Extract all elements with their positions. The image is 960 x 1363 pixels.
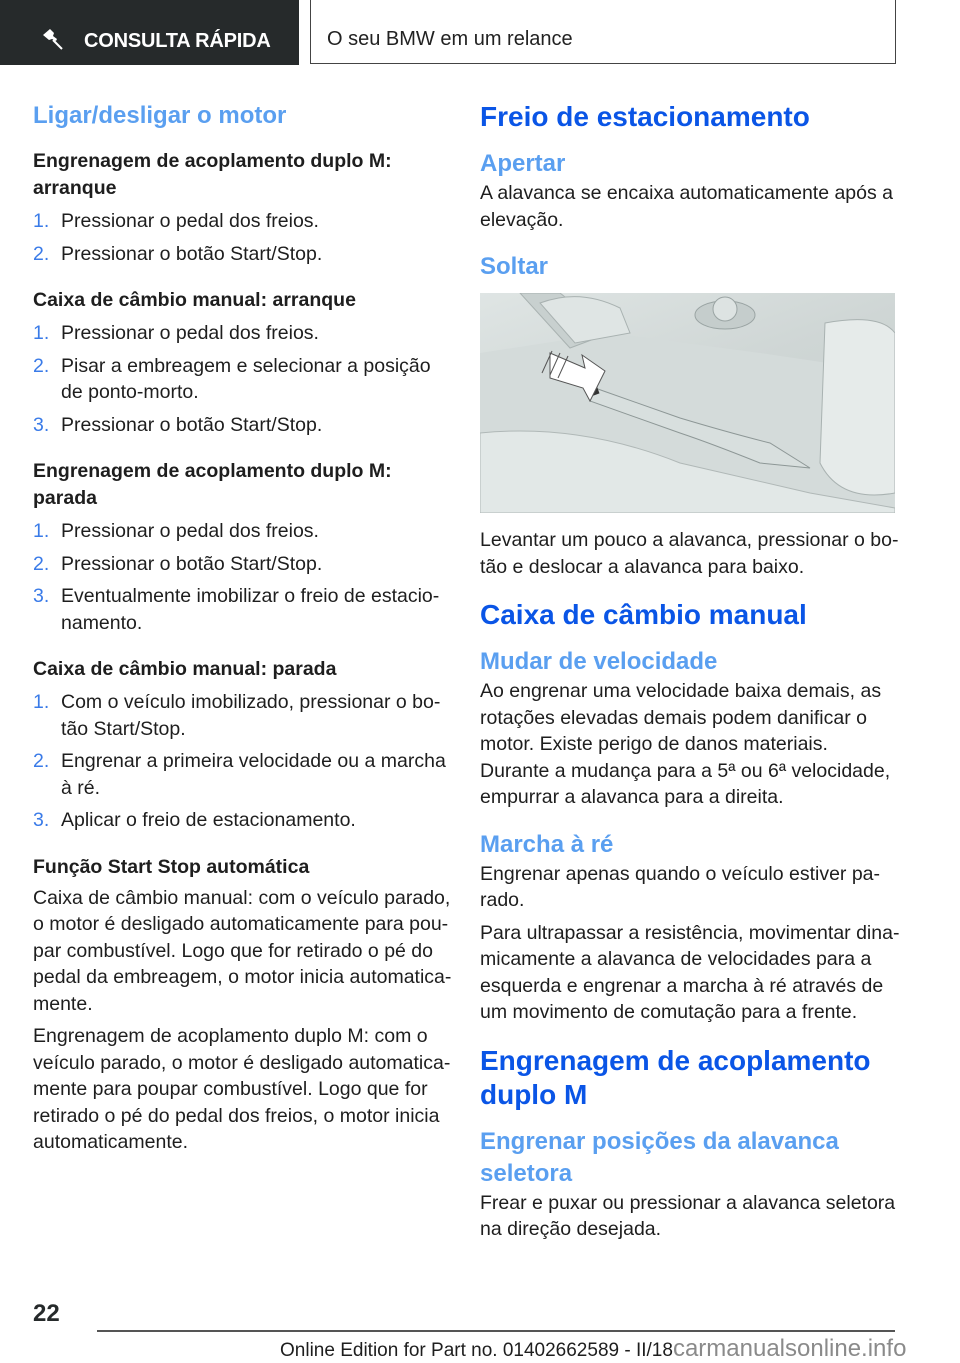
section-dct-stop bbox=[33, 458, 453, 636]
tab-section-title[interactable] bbox=[310, 0, 896, 64]
subheading: Função Start Stop automática bbox=[33, 855, 310, 878]
footer-edition bbox=[280, 1335, 906, 1363]
step-text: Pressionar o botão Start/Stop. bbox=[61, 242, 323, 265]
step-number: 2. bbox=[33, 242, 50, 265]
steps-list bbox=[33, 320, 453, 438]
steps-list bbox=[33, 689, 453, 834]
subheading: Caixa de câmbio manual: parada bbox=[33, 658, 337, 680]
pin-icon bbox=[40, 26, 66, 52]
paragraph: Frear e puxar ou pressionar a alavanca seletora na direção desejada. bbox=[480, 1191, 896, 1240]
step-number: 3. bbox=[33, 809, 50, 831]
subsection-reverse: Marcha à ré bbox=[480, 830, 614, 858]
list-item bbox=[33, 689, 453, 742]
section-dct-start bbox=[33, 148, 453, 267]
step-number: 2. bbox=[33, 552, 50, 575]
subsection-shift: Mudar de velocidade bbox=[480, 648, 718, 675]
paragraph: Engrenagem de acoplamento duplo M: com o veículo parado, o motor é desligado automaticamente para poupar combustível. Logo que for retirado o pé do pedal dos freios, o motor inicia automaticamente. bbox=[33, 1025, 451, 1153]
list-item bbox=[33, 353, 453, 406]
step-number: 3. bbox=[33, 413, 50, 436]
step-text: Pressionar o botão Start/Stop. bbox=[61, 413, 323, 436]
steps-list bbox=[33, 208, 453, 267]
step-number: 1. bbox=[33, 520, 50, 542]
section-title-dct: Engrenagem de acoplamento duplo M bbox=[480, 1044, 871, 1110]
paragraph: Para ultrapassar a resistência, movimentar dinamicamente a alavanca de velocidades para a esquerda e engrenar a marcha à ré através de um movimento de comutação para a frente. bbox=[480, 921, 900, 1023]
subsection-release: Soltar bbox=[480, 253, 549, 280]
step-number: 1. bbox=[33, 322, 50, 344]
paragraph: Caixa de câmbio manual: com o veículo parado, o motor é desligado automaticamente para poupar combustível. Logo que for retirado o pé do pedal da embreagem, o motor inicia automaticamente. bbox=[33, 886, 452, 1015]
paragraph: Ao engrenar uma velocidade baixa demais, as rotações elevadas demais podem danificar o motor. Existe perigo de danos materiais. Durante a mudança para a 5ª ou 6ª velocidade, empurrar a alavanca para a direita. bbox=[480, 680, 891, 808]
list-item bbox=[33, 412, 453, 439]
step-number: 1. bbox=[33, 691, 50, 713]
footer-divider bbox=[97, 1330, 895, 1332]
section-title-manual-gearbox: Caixa de câmbio manual bbox=[480, 599, 807, 630]
section-title-parking-brake: Freio de estacionamento bbox=[480, 101, 810, 132]
step-text: Pressionar o pedal dos freios. bbox=[61, 520, 319, 542]
step-text: Com o veículo imobilizado, pressionar o botão Start/Stop. bbox=[61, 691, 441, 740]
step-text: Eventualmente imobilizar o freio de estacionamento. bbox=[61, 585, 440, 634]
step-text: Pressionar o pedal dos freios. bbox=[61, 322, 319, 344]
list-item bbox=[33, 320, 453, 347]
subsection-apply: Apertar bbox=[480, 150, 566, 177]
list-item bbox=[33, 518, 453, 545]
paragraph: A alavanca se encaixa automaticamente após a elevação. bbox=[480, 182, 894, 231]
list-item bbox=[33, 551, 453, 578]
step-text: Engrenar a primeira velocidade ou a marcha à ré. bbox=[61, 750, 446, 799]
paragraph: Engrenar apenas quando o veículo estiver parado. bbox=[480, 862, 881, 911]
subsection-selector: Engrenar posições da alavanca seletora bbox=[480, 1127, 839, 1187]
step-number: 2. bbox=[33, 750, 50, 772]
subheading: Engrenagem de acoplamento duplo M: arranque bbox=[33, 150, 392, 199]
section-title: O seu BMW em um relance bbox=[327, 28, 573, 50]
section-title-engine: Ligar/desligar o motor bbox=[33, 102, 287, 129]
step-text: Pressionar o pedal dos freios. bbox=[61, 210, 319, 232]
step-number: 2. bbox=[33, 354, 50, 377]
step-number: 1. bbox=[33, 210, 50, 232]
watermark[interactable]: carmanualsonline.info bbox=[672, 1335, 907, 1362]
edition-text: Online Edition for Part no. 01402662589 - II/18 bbox=[280, 1340, 673, 1361]
steps-list bbox=[33, 518, 453, 636]
tab-consulta-rapida[interactable] bbox=[0, 0, 299, 65]
parking-brake-illustration bbox=[480, 293, 895, 513]
subheading: Caixa de câmbio manual: arranque bbox=[33, 289, 356, 311]
section-manual-start bbox=[33, 287, 453, 438]
right-column bbox=[480, 100, 900, 1243]
list-item bbox=[33, 583, 453, 636]
step-number: 3. bbox=[33, 585, 50, 607]
page-number: 22 bbox=[33, 1300, 60, 1327]
section-manual-stop bbox=[33, 656, 453, 834]
list-item bbox=[33, 208, 453, 235]
tab-label: CONSULTA RÁPIDA bbox=[84, 30, 271, 52]
list-item bbox=[33, 241, 453, 268]
section-auto-start-stop bbox=[33, 854, 453, 1156]
step-text: Pisar a embreagem e selecionar a posição de ponto-morto. bbox=[61, 354, 431, 403]
subheading: Engrenagem de acoplamento duplo M: parada bbox=[33, 460, 392, 509]
list-item bbox=[33, 807, 453, 834]
step-text: Pressionar o botão Start/Stop. bbox=[61, 552, 323, 575]
left-column bbox=[33, 100, 453, 1156]
list-item bbox=[33, 748, 453, 801]
step-text: Aplicar o freio de estacionamento. bbox=[61, 809, 356, 831]
paragraph: Levantar um pouco a alavanca, pressionar o botão e deslocar a alavanca para baixo. bbox=[480, 529, 899, 578]
